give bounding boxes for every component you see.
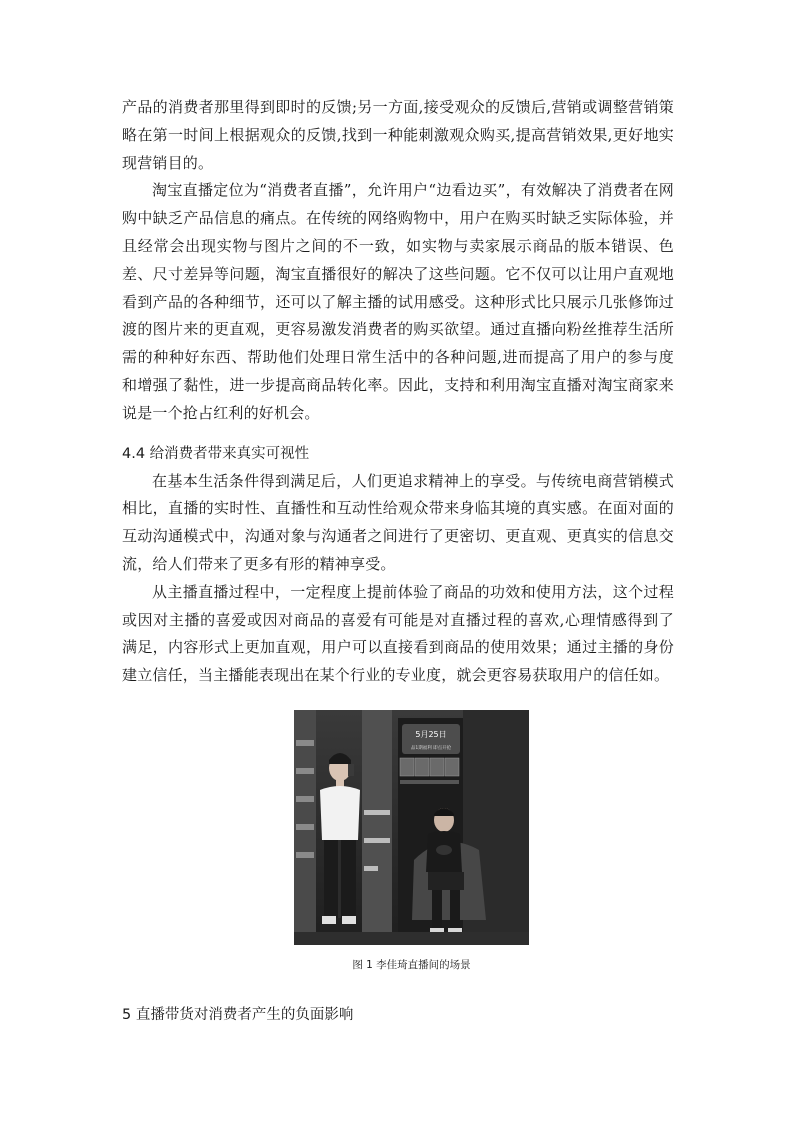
paragraph: 从主播直播过程中，一定程度上提前体验了商品的功效和使用方法，这个过程或因对主播的喜爱或因对商品的喜爱有可能是对直播过程的喜欢,心理情感得到了满足，内容形式上更加直观，用户可以直接看到商品的使用效果；通过主播的身份建立信任，当主播能表现出在某个行业的专业度，就会更容易获取用户的信任如。 [122,582,674,685]
section-heading-4-4: 4.4 给消费者带来真实可视性 [122,445,310,462]
section-heading-5: 5 直播带货对消费者产生的负面影响 [122,1007,354,1023]
paragraph: 在基本生活条件得到满足后，人们更追求精神上的享受。与传统电商营销模式相比，直播的实时性、直播性和互动性给观众带来身临其境的真实感。在面对面的互动沟通模式中，沟通对象与沟通者之间进行了更密切、更直观、更真实的信息交流，给人们带来了更多有形的精神享受。 [122,471,674,573]
paragraph: 产品的消费者那里得到即时的反馈;另一方面,接受观众的反馈后,营销或调整营销策略在第一时间上根据观众的反馈,找到一种能刺激观众购买,提高营销效果,更好地实现营销目的。 [122,98,674,172]
livestream-photo [294,710,529,945]
photo-banner-subtext: 品1期福利 即点开抢 [410,746,452,751]
livestream-photo-illustration [294,710,529,945]
photo-date-banner: 5月25日 [415,730,447,739]
figure-livestream-photo [294,710,529,945]
paragraph: 淘宝直播定位为“消费者直播”，允许用户“边看边买”，有效解决了消费者在网购中缺乏产品信息的痛点。在传统的网络购物中，用户在购买时缺乏实际体验，并且经常会出现实物与图片之间的不一致，如实物与卖家展示商品的版本错误、色差、尺寸差异等问题，淘宝直播很好的解决了这些问题。它不仅可以让用户直观地看到产品的各种细节，还可以了解主播的试用感受。这种形式比只展示几张修饰过渡的图片来的更直观，更容易激发消费者的购买欲望。通过直播向粉丝推荐生活所需的种种好东西、帮助他们处理日常生活中的各种问题,进而提高了用户的参与度和增强了黏性，进一步提高商品转化率。因此，支持和利用淘宝直播对淘宝商家来说是一个抢占红利的好机会。 [122,181,674,422]
figure-caption: 图 1 李佳琦直播间的场景 [352,959,471,971]
body-text [122,94,674,690]
